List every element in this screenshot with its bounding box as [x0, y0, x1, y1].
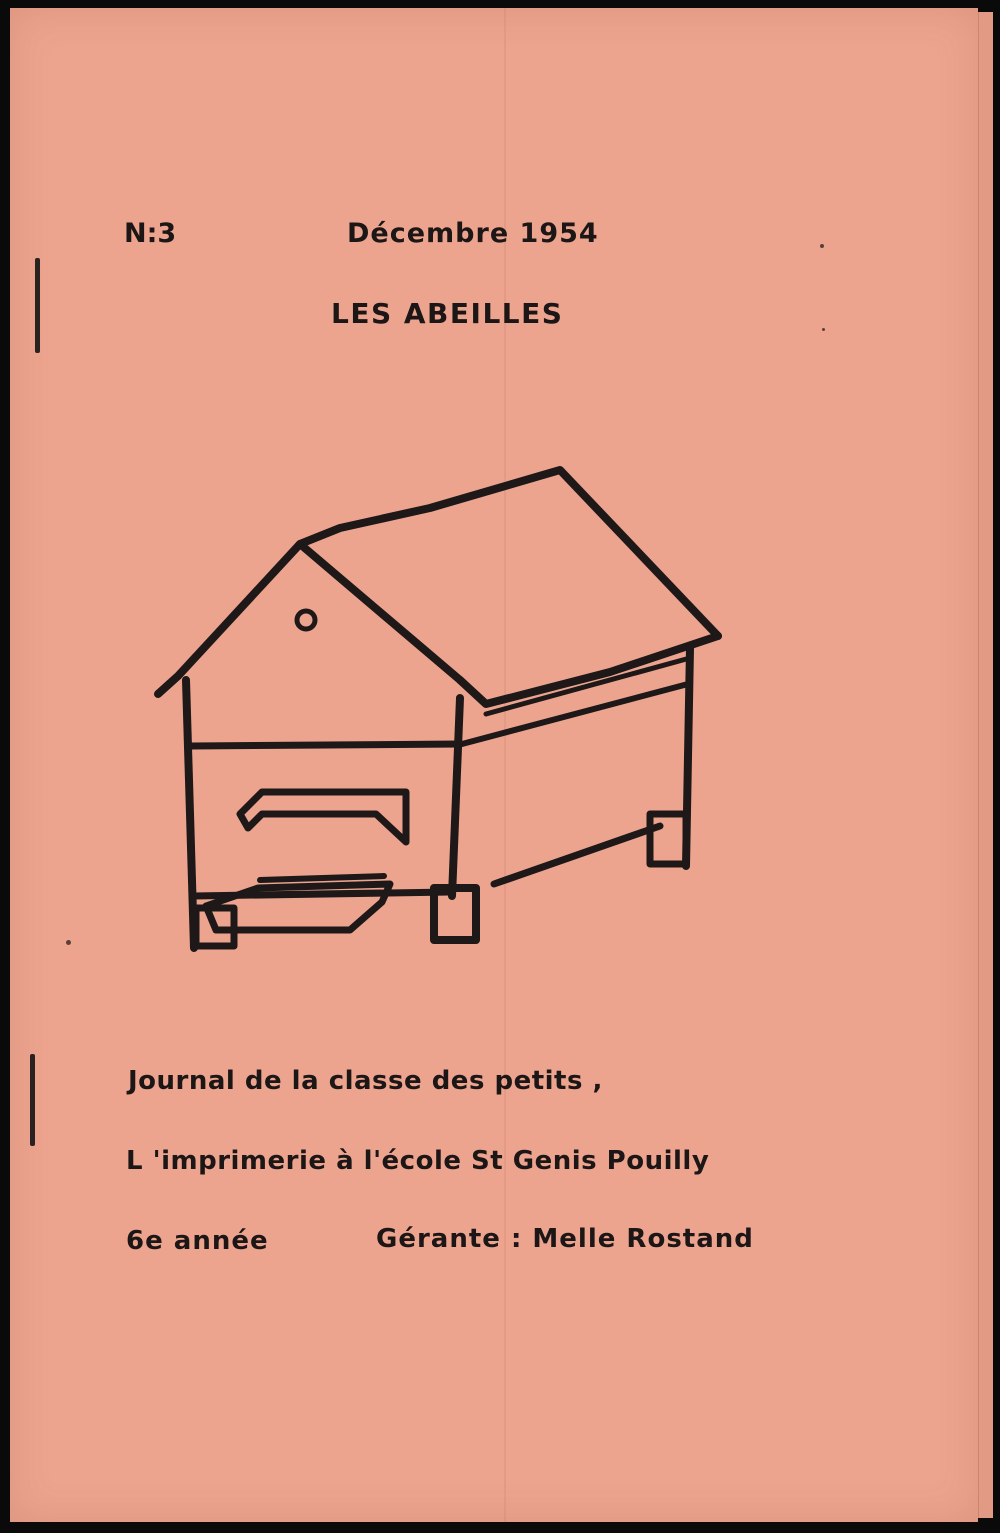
subtitle-line-2: L 'imprimerie à l'école St Genis Pouilly [126, 1146, 710, 1176]
landing-board-slot [260, 876, 384, 880]
side-bottom-line [494, 826, 660, 884]
front-handle [240, 792, 406, 842]
roof-gable-line [158, 544, 460, 694]
journal-title: LES ABEILLES [331, 297, 564, 330]
side-top-band-upper [486, 658, 690, 714]
roof-eave-line [460, 636, 718, 704]
vent-hole [297, 611, 315, 629]
box-front-corner [452, 698, 460, 896]
side-top-band [462, 684, 688, 744]
beehive-illustration [10, 8, 978, 1522]
cover-page [10, 8, 978, 1522]
subtitle-line-1: Journal de la classe des petits , [128, 1066, 603, 1096]
page-edge [978, 12, 993, 1518]
issue-date: Décembre 1954 [347, 218, 599, 249]
year-label: 6e année [126, 1226, 269, 1256]
issue-number: N:3 [124, 218, 177, 249]
manager-line: Gérante : Melle Rostand [376, 1224, 754, 1254]
roof-ridge-line [300, 470, 718, 636]
front-division-line [192, 744, 460, 746]
leg-back-right [650, 814, 686, 864]
